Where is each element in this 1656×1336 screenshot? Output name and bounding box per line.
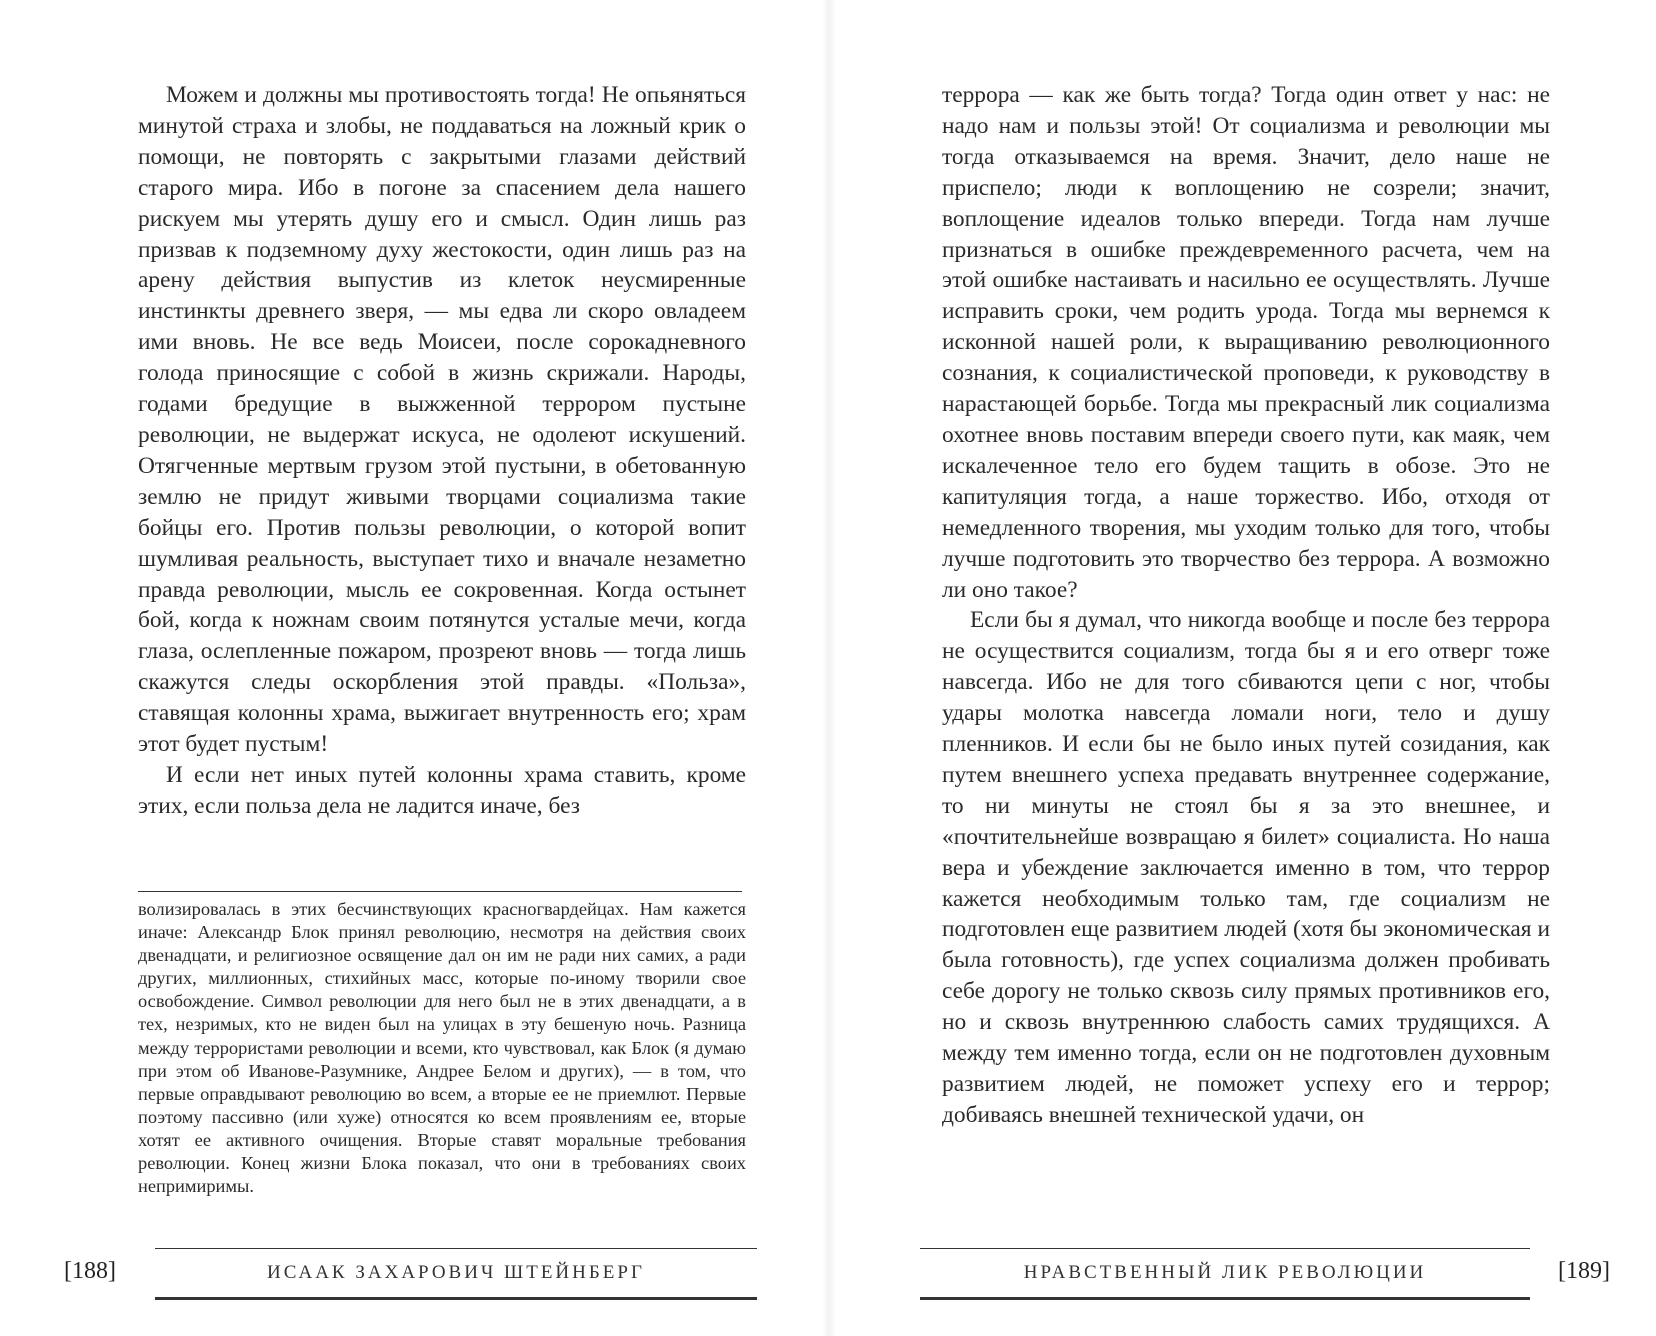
footnote <box>138 898 746 1198</box>
footnote-rule <box>138 891 742 892</box>
left-page-body <box>138 80 746 822</box>
right-page-body <box>942 80 1550 1131</box>
running-head-rule-top <box>155 1248 757 1249</box>
right-paragraph-2: Если бы я думал, что никогда вообще и после без террора не осуществится социализм, тогда бы я и его отверг тоже навсегда. Ибо не для того сбиваются цепи с ног, чтобы удары молотка навсегда ломали ноги, тело и душу пленников. И если бы не было иных путей созидания, как путем внешнего успеха предавать внутреннее содержание, то ни минуты не стоял бы я за это внешнее, и «почтительнейше возвращаю я билет» социалиста. Но наша вера и убеждение заключается именно в том, что террор кажется необходимым только там, где социализм не подготовлен еще развитием людей (хотя бы экономическая и была готовность), где успех социализма должен пробивать себе дорогу не только сквозь силу прямых противников его, но и сквозь внутреннюю слабость самих трудящихся. А между тем именно тогда, если он не подготовлен духовным развитием людей, не поможет успеху его и террор; добиваясь внешней технической удачи, он <box>942 607 1550 1128</box>
right-paragraph-1: террора — как же быть тогда? Тогда один ответ у нас: не надо нам и пользы этой! От социализма и революции мы тогда отказываемся на время. Значит, дело наше не приспело; люди к воплощению не созрели; значит, воплощение идеалов только впереди. Тогда нам лучше признаться в ошибке преждевременного расчета, чем на этой ошибке настаивать и насильно ее осуществлять. Лучше исправить сроки, чем родить урода. Тогда мы вернемся к исконной нашей роли, к выращиванию революционного сознания, к социалистической проповеди, к руководству в нарастающей борьбе. Тогда мы прекрасный лик социализма охотнее вновь поставим впереди своего пути, как маяк, чем искалеченное тело его будем тащить в обозе. Это не капитуляция тогда, а наше торжество. Ибо, отходя от немедленного творения, мы уходим только для того, чтобы лучше подготовить это творчество без террора. А возможно ли оно такое? <box>942 82 1550 603</box>
running-head-title: НРАВСТВЕННЫЙ ЛИК РЕВОЛЮЦИИ <box>1023 1262 1427 1283</box>
left-paragraph-1: Можем и должны мы противостоять тогда! Не опьяняться минутой страха и злобы, не поддаваться на ложный крик о помощи, не повторять с закрытыми глазами действий старого мира. Ибо в погоне за спасением дела нашего рискуем мы утерять душу его и смысл. Один лишь раз призвав к подземному духу жестокости, один лишь раз на арену действия выпустив из клеток неусмиренные инстинкты древнего зверя, — мы едва ли скоро овладеем ими вновь. Не все ведь Моисеи, после сорокадневного голода приносящие с собой в жизнь скрижали. Народы, годами бредущие в выжженной террором пустыне революции, не выдержат искуса, не одолеют искушений. Отягченные мертвым грузом этой пустыни, в обетованную землю не придут живыми творцами социализма такие бойцы его. Против пользы революции, о которой вопит шумливая реальность, выступает тихо и вначале незаметно правда революции, мысль ее сокровенная. Когда остынет бой, когда к ножнам своим потянутся усталые мечи, когда глаза, ослепленные пожаром, прозреют вновь — тогда лишь скажутся следы оскорбления этой правды. «Польза», ставящая колонны храма, выжигает внутренность его; храм этот будет пустым! <box>138 82 746 758</box>
running-head-rule-top <box>920 1248 1530 1249</box>
footnote-text: волизировалась в этих бесчинствующих красногвардейцах. Нам кажется иначе: Александр Блок принял революцию, несмотря на действия своих двенадцати, и религиозное освящение дал он им не ради них самих, а ради других, миллионных, стихийных масс, которые по-иному творили свое освобождение. Символ революции для него был не в этих двенадцати, а в тех, незримых, кто не виден был на улицах в эту бешеную ночь. Разница между террористами революции и всеми, кто чувствовал, как Блок (я думаю при этом об Иванове-Разумнике, Андрее Белом и других), — в том, что первые оправдывают революцию во всем, а вторые ее не приемлют. Первые поэтому пассивно (или хуже) относятся ко всем проявлениям ее, вторые хотят ее активного очищения. Вторые ставят моральные требования революции. Конец жизни Блока показал, что они в требованиях своих непримиримы. <box>138 899 746 1197</box>
page-number-right: [189] <box>1558 1258 1610 1284</box>
running-head-rule-bottom <box>155 1297 757 1300</box>
page-number-left: [188] <box>64 1258 116 1284</box>
running-head-right <box>920 1248 1530 1300</box>
running-head-left <box>155 1248 757 1300</box>
running-head-rule-bottom <box>920 1297 1530 1300</box>
left-paragraph-2: И если нет иных путей колонны храма ставить, кроме этих, если польза дела не ладится иначе, без <box>138 761 746 819</box>
right-page <box>828 0 1656 1336</box>
running-head-title: ИСААК ЗАХАРОВИЧ ШТЕЙНБЕРГ <box>267 1262 645 1283</box>
